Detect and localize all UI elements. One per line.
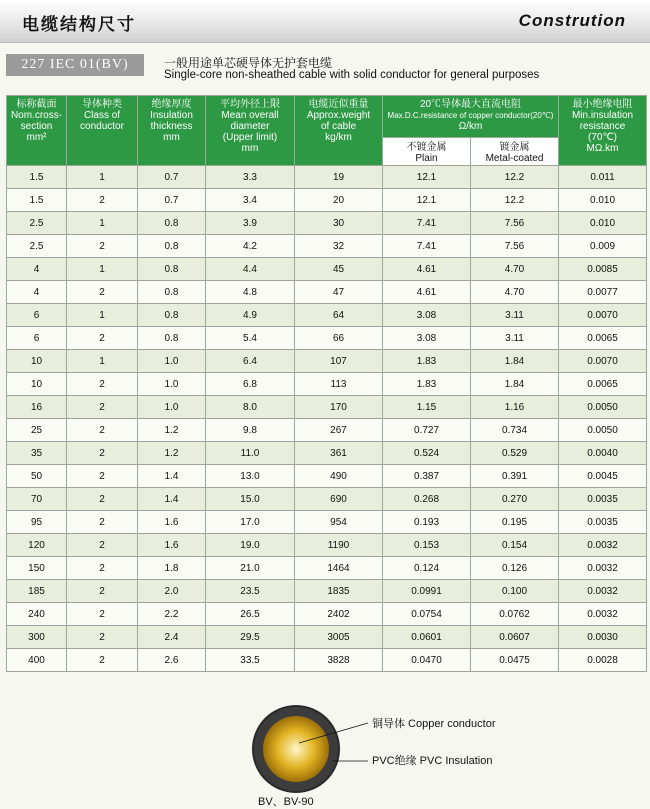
- cell-class: 1: [67, 350, 138, 373]
- cell-resistance-coated: 0.270: [471, 488, 559, 511]
- cell-resistance-plain: 0.0601: [383, 626, 471, 649]
- cell-diameter: 8.0: [206, 396, 295, 419]
- cell-class: 2: [67, 649, 138, 672]
- cell-min-insulation: 0.0045: [559, 465, 647, 488]
- cell-resistance-coated: 4.70: [471, 258, 559, 281]
- cell-weight: 1835: [295, 580, 383, 603]
- cell-min-insulation: 0.0032: [559, 603, 647, 626]
- cell-insulation: 0.8: [138, 258, 206, 281]
- cell-min-insulation: 0.0065: [559, 373, 647, 396]
- cell-cross-section: 95: [7, 511, 67, 534]
- table-row: [7, 258, 647, 281]
- cell-resistance-plain: 0.0470: [383, 649, 471, 672]
- cell-diameter: 6.8: [206, 373, 295, 396]
- cell-cross-section: 150: [7, 557, 67, 580]
- cell-insulation: 1.0: [138, 396, 206, 419]
- cell-insulation: 0.8: [138, 235, 206, 258]
- cell-insulation: 0.8: [138, 304, 206, 327]
- cell-resistance-coated: 12.2: [471, 166, 559, 189]
- description-cn: 一般用途单芯硬导体无护套电缆: [164, 56, 333, 70]
- cell-min-insulation: 0.0032: [559, 580, 647, 603]
- cell-resistance-plain: 0.524: [383, 442, 471, 465]
- cell-cross-section: 25: [7, 419, 67, 442]
- cell-resistance-coated: 0.0762: [471, 603, 559, 626]
- header-diameter: 平均外径上限 Mean overall diameter (Upper limit) mm: [206, 96, 295, 166]
- cell-resistance-plain: 0.153: [383, 534, 471, 557]
- cell-min-insulation: 0.0032: [559, 557, 647, 580]
- table-row: [7, 603, 647, 626]
- table-row: [7, 442, 647, 465]
- cell-resistance-plain: 0.387: [383, 465, 471, 488]
- cell-resistance-plain: 0.124: [383, 557, 471, 580]
- cell-weight: 690: [295, 488, 383, 511]
- cell-insulation: 1.4: [138, 488, 206, 511]
- cell-weight: 113: [295, 373, 383, 396]
- cell-resistance-plain: 3.08: [383, 304, 471, 327]
- cell-resistance-coated: 0.529: [471, 442, 559, 465]
- header-insulation: 绝缘厚度 Insulation thickness mm: [138, 96, 206, 166]
- header-plain: 不镀金属 Plain: [383, 138, 471, 166]
- cell-min-insulation: 0.0070: [559, 304, 647, 327]
- cell-resistance-coated: 12.2: [471, 189, 559, 212]
- cell-resistance-plain: 4.61: [383, 281, 471, 304]
- cell-diameter: 19.0: [206, 534, 295, 557]
- cell-resistance-plain: 0.0754: [383, 603, 471, 626]
- cell-cross-section: 4: [7, 258, 67, 281]
- cell-diameter: 17.0: [206, 511, 295, 534]
- cell-class: 1: [67, 166, 138, 189]
- cell-class: 2: [67, 327, 138, 350]
- cell-resistance-coated: 7.56: [471, 235, 559, 258]
- cell-min-insulation: 0.0070: [559, 350, 647, 373]
- cell-min-insulation: 0.0035: [559, 488, 647, 511]
- cell-min-insulation: 0.0030: [559, 626, 647, 649]
- cell-class: 2: [67, 580, 138, 603]
- header-class: 导体种类 Class of conductor: [67, 96, 138, 166]
- table-row: [7, 580, 647, 603]
- table-row: [7, 166, 647, 189]
- cell-class: 2: [67, 373, 138, 396]
- cell-insulation: 1.2: [138, 442, 206, 465]
- cell-cross-section: 16: [7, 396, 67, 419]
- table-row: [7, 534, 647, 557]
- cell-diameter: 3.4: [206, 189, 295, 212]
- cell-diameter: 11.0: [206, 442, 295, 465]
- header-resistance: 20℃导体最大直流电阻 Max.D.C.resistance of copper conductor(20℃) Ω/km: [383, 96, 559, 138]
- cell-resistance-coated: 1.84: [471, 350, 559, 373]
- cell-diameter: 4.8: [206, 281, 295, 304]
- cell-resistance-coated: 0.154: [471, 534, 559, 557]
- table-row: [7, 235, 647, 258]
- cell-diameter: 33.5: [206, 649, 295, 672]
- cell-resistance-plain: 1.83: [383, 350, 471, 373]
- cell-diameter: 4.2: [206, 235, 295, 258]
- cell-cross-section: 1.5: [7, 189, 67, 212]
- cell-weight: 954: [295, 511, 383, 534]
- cell-diameter: 6.4: [206, 350, 295, 373]
- cell-diameter: 3.3: [206, 166, 295, 189]
- cell-weight: 490: [295, 465, 383, 488]
- page-header: [0, 0, 650, 43]
- cell-resistance-plain: 7.41: [383, 212, 471, 235]
- cell-class: 2: [67, 557, 138, 580]
- cell-resistance-coated: 0.195: [471, 511, 559, 534]
- cell-resistance-coated: 0.0607: [471, 626, 559, 649]
- cell-insulation: 2.4: [138, 626, 206, 649]
- cell-resistance-coated: 3.11: [471, 304, 559, 327]
- header-weight: 电缆近似重量 Approx.weight of cable kg/km: [295, 96, 383, 166]
- table-row: [7, 373, 647, 396]
- cell-resistance-plain: 0.268: [383, 488, 471, 511]
- cell-insulation: 1.6: [138, 511, 206, 534]
- model-tag: 227 IEC 01(BV): [6, 54, 144, 76]
- table-row: [7, 212, 647, 235]
- cell-min-insulation: 0.010: [559, 189, 647, 212]
- cell-cross-section: 2.5: [7, 235, 67, 258]
- cell-insulation: 0.8: [138, 281, 206, 304]
- cell-diameter: 23.5: [206, 580, 295, 603]
- cell-resistance-coated: 0.126: [471, 557, 559, 580]
- cell-insulation: 1.2: [138, 419, 206, 442]
- header-cross-section: 标称截面 Nom.cross- section mm²: [7, 96, 67, 166]
- conductor-label: 铜导体 Copper conductor: [372, 718, 496, 730]
- header-min-insulation: 最小绝缘电阻 Min.insulation resistance (70℃) MΩ.km: [559, 96, 647, 166]
- table-row: [7, 649, 647, 672]
- cell-weight: 64: [295, 304, 383, 327]
- cell-diameter: 21.0: [206, 557, 295, 580]
- table-row: [7, 189, 647, 212]
- cell-weight: 45: [295, 258, 383, 281]
- cell-diameter: 29.5: [206, 626, 295, 649]
- cell-insulation: 1.0: [138, 373, 206, 396]
- cell-insulation: 0.8: [138, 212, 206, 235]
- cell-cross-section: 70: [7, 488, 67, 511]
- cell-class: 2: [67, 603, 138, 626]
- cell-class: 2: [67, 281, 138, 304]
- table-row: [7, 511, 647, 534]
- cell-cross-section: 4: [7, 281, 67, 304]
- cell-resistance-coated: 4.70: [471, 281, 559, 304]
- table-row: [7, 281, 647, 304]
- cell-weight: 2402: [295, 603, 383, 626]
- cell-resistance-plain: 4.61: [383, 258, 471, 281]
- cell-diameter: 26.5: [206, 603, 295, 626]
- cell-class: 2: [67, 419, 138, 442]
- cell-weight: 1464: [295, 557, 383, 580]
- cell-resistance-coated: 0.100: [471, 580, 559, 603]
- cell-diameter: 13.0: [206, 465, 295, 488]
- table-row: [7, 488, 647, 511]
- cable-caption: BV、BV-90: [258, 796, 314, 808]
- cell-weight: 267: [295, 419, 383, 442]
- cell-cross-section: 2.5: [7, 212, 67, 235]
- cell-resistance-coated: 1.84: [471, 373, 559, 396]
- cell-class: 2: [67, 626, 138, 649]
- cell-cross-section: 185: [7, 580, 67, 603]
- cell-class: 2: [67, 189, 138, 212]
- table-row: [7, 396, 647, 419]
- header-metal-coated: 镀金属 Metal-coated: [471, 138, 559, 166]
- cell-min-insulation: 0.0050: [559, 396, 647, 419]
- cell-class: 1: [67, 304, 138, 327]
- cell-min-insulation: 0.0065: [559, 327, 647, 350]
- cell-resistance-coated: 1.16: [471, 396, 559, 419]
- cell-min-insulation: 0.011: [559, 166, 647, 189]
- cell-cross-section: 120: [7, 534, 67, 557]
- cell-class: 1: [67, 258, 138, 281]
- cell-insulation: 0.8: [138, 327, 206, 350]
- cell-class: 2: [67, 511, 138, 534]
- cell-insulation: 2.6: [138, 649, 206, 672]
- cell-min-insulation: 0.0035: [559, 511, 647, 534]
- cell-diameter: 15.0: [206, 488, 295, 511]
- cell-resistance-plain: 3.08: [383, 327, 471, 350]
- cell-resistance-coated: 3.11: [471, 327, 559, 350]
- cell-weight: 19: [295, 166, 383, 189]
- cell-insulation: 1.8: [138, 557, 206, 580]
- cell-weight: 361: [295, 442, 383, 465]
- cell-class: 2: [67, 534, 138, 557]
- cell-resistance-plain: 7.41: [383, 235, 471, 258]
- table-row: [7, 419, 647, 442]
- cell-diameter: 5.4: [206, 327, 295, 350]
- page-title-cn: 电缆结构尺寸: [22, 15, 136, 34]
- cell-min-insulation: 0.0050: [559, 419, 647, 442]
- cell-resistance-plain: 1.15: [383, 396, 471, 419]
- cell-insulation: 2.2: [138, 603, 206, 626]
- cell-min-insulation: 0.0032: [559, 534, 647, 557]
- cell-min-insulation: 0.0028: [559, 649, 647, 672]
- cell-weight: 32: [295, 235, 383, 258]
- cell-resistance-coated: 0.734: [471, 419, 559, 442]
- cell-resistance-plain: 12.1: [383, 189, 471, 212]
- cell-cross-section: 1.5: [7, 166, 67, 189]
- cell-weight: 1190: [295, 534, 383, 557]
- table-row: [7, 304, 647, 327]
- table-row: [7, 626, 647, 649]
- cell-weight: 30: [295, 212, 383, 235]
- cell-cross-section: 6: [7, 327, 67, 350]
- table-row: [7, 465, 647, 488]
- cell-weight: 47: [295, 281, 383, 304]
- table-row: [7, 350, 647, 373]
- cell-class: 2: [67, 396, 138, 419]
- insulation-label: PVC绝缘 PVC Insulation: [372, 755, 493, 767]
- table-row: [7, 557, 647, 580]
- cell-min-insulation: 0.009: [559, 235, 647, 258]
- conductor-core: [263, 716, 329, 782]
- cell-cross-section: 50: [7, 465, 67, 488]
- cell-insulation: 0.7: [138, 189, 206, 212]
- cell-resistance-plain: 0.193: [383, 511, 471, 534]
- spec-table: [6, 95, 647, 672]
- cell-class: 2: [67, 488, 138, 511]
- cell-diameter: 4.4: [206, 258, 295, 281]
- cell-resistance-plain: 12.1: [383, 166, 471, 189]
- cell-class: 2: [67, 235, 138, 258]
- cell-cross-section: 300: [7, 626, 67, 649]
- table-body: [7, 166, 647, 672]
- cell-class: 2: [67, 442, 138, 465]
- cell-weight: 3828: [295, 649, 383, 672]
- cell-insulation: 1.6: [138, 534, 206, 557]
- cell-class: 2: [67, 465, 138, 488]
- cell-weight: 20: [295, 189, 383, 212]
- description-en: Single-core non-sheathed cable with solid conductor for general purposes: [164, 69, 540, 81]
- cell-min-insulation: 0.010: [559, 212, 647, 235]
- cell-cross-section: 10: [7, 373, 67, 396]
- table-row: [7, 327, 647, 350]
- cell-min-insulation: 0.0077: [559, 281, 647, 304]
- cell-min-insulation: 0.0085: [559, 258, 647, 281]
- cell-weight: 66: [295, 327, 383, 350]
- cell-cross-section: 6: [7, 304, 67, 327]
- cell-resistance-coated: 7.56: [471, 212, 559, 235]
- cell-diameter: 9.8: [206, 419, 295, 442]
- cell-resistance-plain: 1.83: [383, 373, 471, 396]
- cell-resistance-plain: 0.727: [383, 419, 471, 442]
- cell-diameter: 4.9: [206, 304, 295, 327]
- cell-min-insulation: 0.0040: [559, 442, 647, 465]
- cell-cross-section: 10: [7, 350, 67, 373]
- cell-weight: 107: [295, 350, 383, 373]
- cell-class: 1: [67, 212, 138, 235]
- cell-cross-section: 400: [7, 649, 67, 672]
- cell-cross-section: 240: [7, 603, 67, 626]
- cell-insulation: 1.0: [138, 350, 206, 373]
- cell-diameter: 3.9: [206, 212, 295, 235]
- cell-cross-section: 35: [7, 442, 67, 465]
- cell-insulation: 1.4: [138, 465, 206, 488]
- cell-weight: 170: [295, 396, 383, 419]
- cell-resistance-coated: 0.391: [471, 465, 559, 488]
- page-title-en: Constrution: [518, 11, 626, 30]
- cell-resistance-plain: 0.0991: [383, 580, 471, 603]
- cell-resistance-coated: 0.0475: [471, 649, 559, 672]
- cell-insulation: 0.7: [138, 166, 206, 189]
- cell-weight: 3005: [295, 626, 383, 649]
- cell-insulation: 2.0: [138, 580, 206, 603]
